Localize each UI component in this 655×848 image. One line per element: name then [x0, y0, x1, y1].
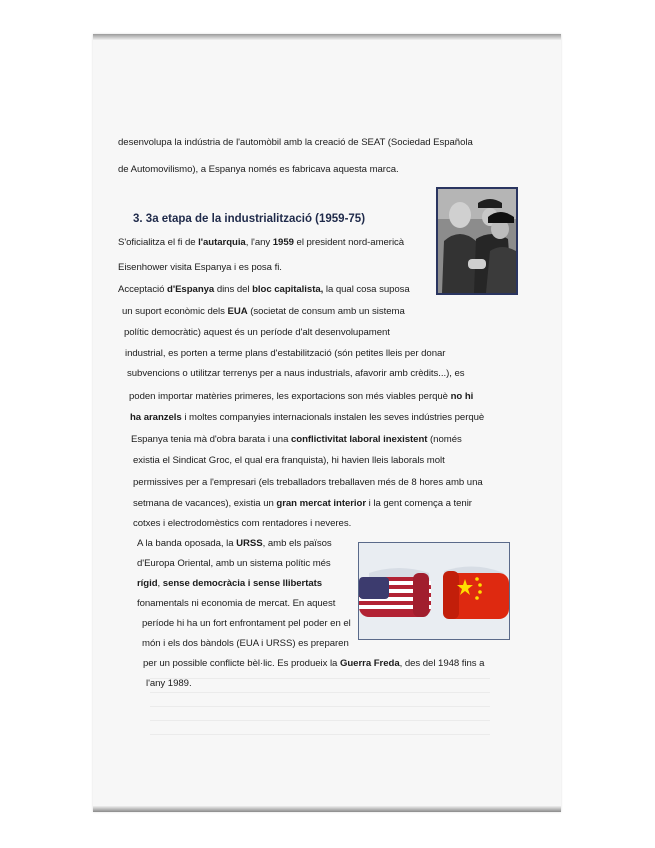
bold-conflictivitat: conflictivitat laboral inexistent	[290, 434, 428, 445]
bold-ha-aranzels: ha aranzels	[130, 412, 182, 423]
p2-line-3: polític democràtic) aquest és un període d'alt desenvolupament	[124, 327, 390, 338]
p1-line-2: Eisenhower visita Espanya i es posa fi.	[118, 262, 282, 273]
text: dins del	[214, 284, 253, 295]
text: i la gent comença a tenir	[366, 498, 472, 509]
p3-line-2: d'Europa Oriental, amb un sistema polític més	[137, 558, 331, 569]
show-through-text	[150, 678, 490, 738]
p3-line-1	[137, 538, 332, 550]
eisenhower-franco-photo	[436, 187, 518, 295]
bold-bloc-capitalista: bloc capitalista,	[252, 284, 324, 295]
p2-line-9: existia el Sindicat Groc, el qual era franquista), hi havien lleis laborals molt	[133, 455, 445, 466]
p3-line-8: l'any 1989.	[146, 678, 192, 689]
intro-line-1: desenvolupa la indústria de l'automòbil amb la creació de SEAT (Sociedad Española	[118, 137, 473, 148]
p2-line-6	[129, 391, 473, 403]
text: , l'any	[245, 237, 273, 248]
usa-fist	[359, 573, 431, 617]
bold-sense-democracia: sense democràcia i sense llibertats	[162, 578, 323, 589]
p3-line-7	[143, 658, 484, 670]
bold-guerra-freda: Guerra Freda	[339, 658, 400, 669]
bold-urss: URSS	[236, 538, 263, 549]
p2-line-12: cotxes i electrodomèstics com rentadores i neveres.	[133, 518, 352, 529]
p2-line-5: subvencions o utilitzar terrenys per a naus industrials, afavorir amb crèdits...), es	[127, 368, 465, 379]
bold-no-hi: no hi	[450, 391, 474, 402]
section-heading	[133, 213, 365, 225]
text: Acceptació	[118, 284, 168, 295]
text: Espanya tenia mà d'obra barata i una	[131, 434, 291, 445]
p2-line-8	[131, 434, 462, 446]
eisenhower-photo-art	[438, 189, 516, 293]
p3-line-6: món i els dos bàndols (EUA i URSS) es preparen	[142, 638, 349, 649]
text: poden importar matèries primeres, les exportacions son més viables perquè	[129, 391, 451, 402]
text: A la banda oposada, la	[137, 538, 237, 549]
page-bottom-edge	[93, 806, 561, 812]
text: la qual cosa suposa	[323, 284, 410, 295]
bold-autarquia: l'autarquia	[198, 237, 246, 248]
p2-line-1	[118, 284, 410, 296]
text: un suport econòmic dels	[122, 306, 228, 317]
page-top-edge	[93, 34, 561, 40]
fists-photo-art	[359, 543, 509, 639]
p2-line-7	[130, 412, 484, 424]
intro-line-2: de Automovilismo), a Espanya només es fabricava aquesta marca.	[118, 164, 399, 175]
p1-line-1	[118, 237, 404, 249]
p3-line-3	[137, 578, 322, 590]
bold-1959: 1959	[272, 237, 294, 248]
bold-eua: EUA	[227, 306, 248, 317]
p2-line-11	[133, 498, 472, 510]
text: setmana de vacances), existia un	[133, 498, 277, 509]
text: (societat de consum amb un sistema	[247, 306, 405, 317]
p3-line-5: període hi ha un fort enfrontament pel poder en el	[142, 618, 351, 629]
p2-line-2	[122, 306, 405, 318]
usa-vs-china-fists-photo	[358, 542, 510, 640]
text: per un possible conflicte bèl·lic. Es produeix la	[143, 658, 340, 669]
text: el president nord-americà	[293, 237, 405, 248]
section-number: 3.	[133, 213, 143, 225]
p3-line-4: fonamentals ni economia de mercat. En aquest	[137, 598, 336, 609]
china-fist	[443, 571, 509, 619]
text: i moltes companyies internacionals instalen les seves indústries perquè	[181, 412, 485, 423]
p2-line-10: permissives per a l'empresari (els treballadors treballaven més de 8 hores amb una	[133, 477, 483, 488]
section-title: 3a etapa de la industrialització (1959-75)	[145, 213, 366, 225]
bold-espanya: d'Espanya	[167, 284, 215, 295]
bold-gran-mercat-interior: gran mercat interior	[276, 498, 367, 509]
p2-line-4: industrial, es porten a terme plans d'estabilització (són petites lleis per donar	[125, 348, 446, 359]
text: , amb els països	[262, 538, 332, 549]
text: (només	[427, 434, 462, 445]
bold-rigid: rígid	[137, 578, 158, 589]
text: , des del 1948 fins a	[399, 658, 485, 669]
text: S'oficialitza el fi de	[118, 237, 199, 248]
text: ,	[157, 578, 163, 589]
